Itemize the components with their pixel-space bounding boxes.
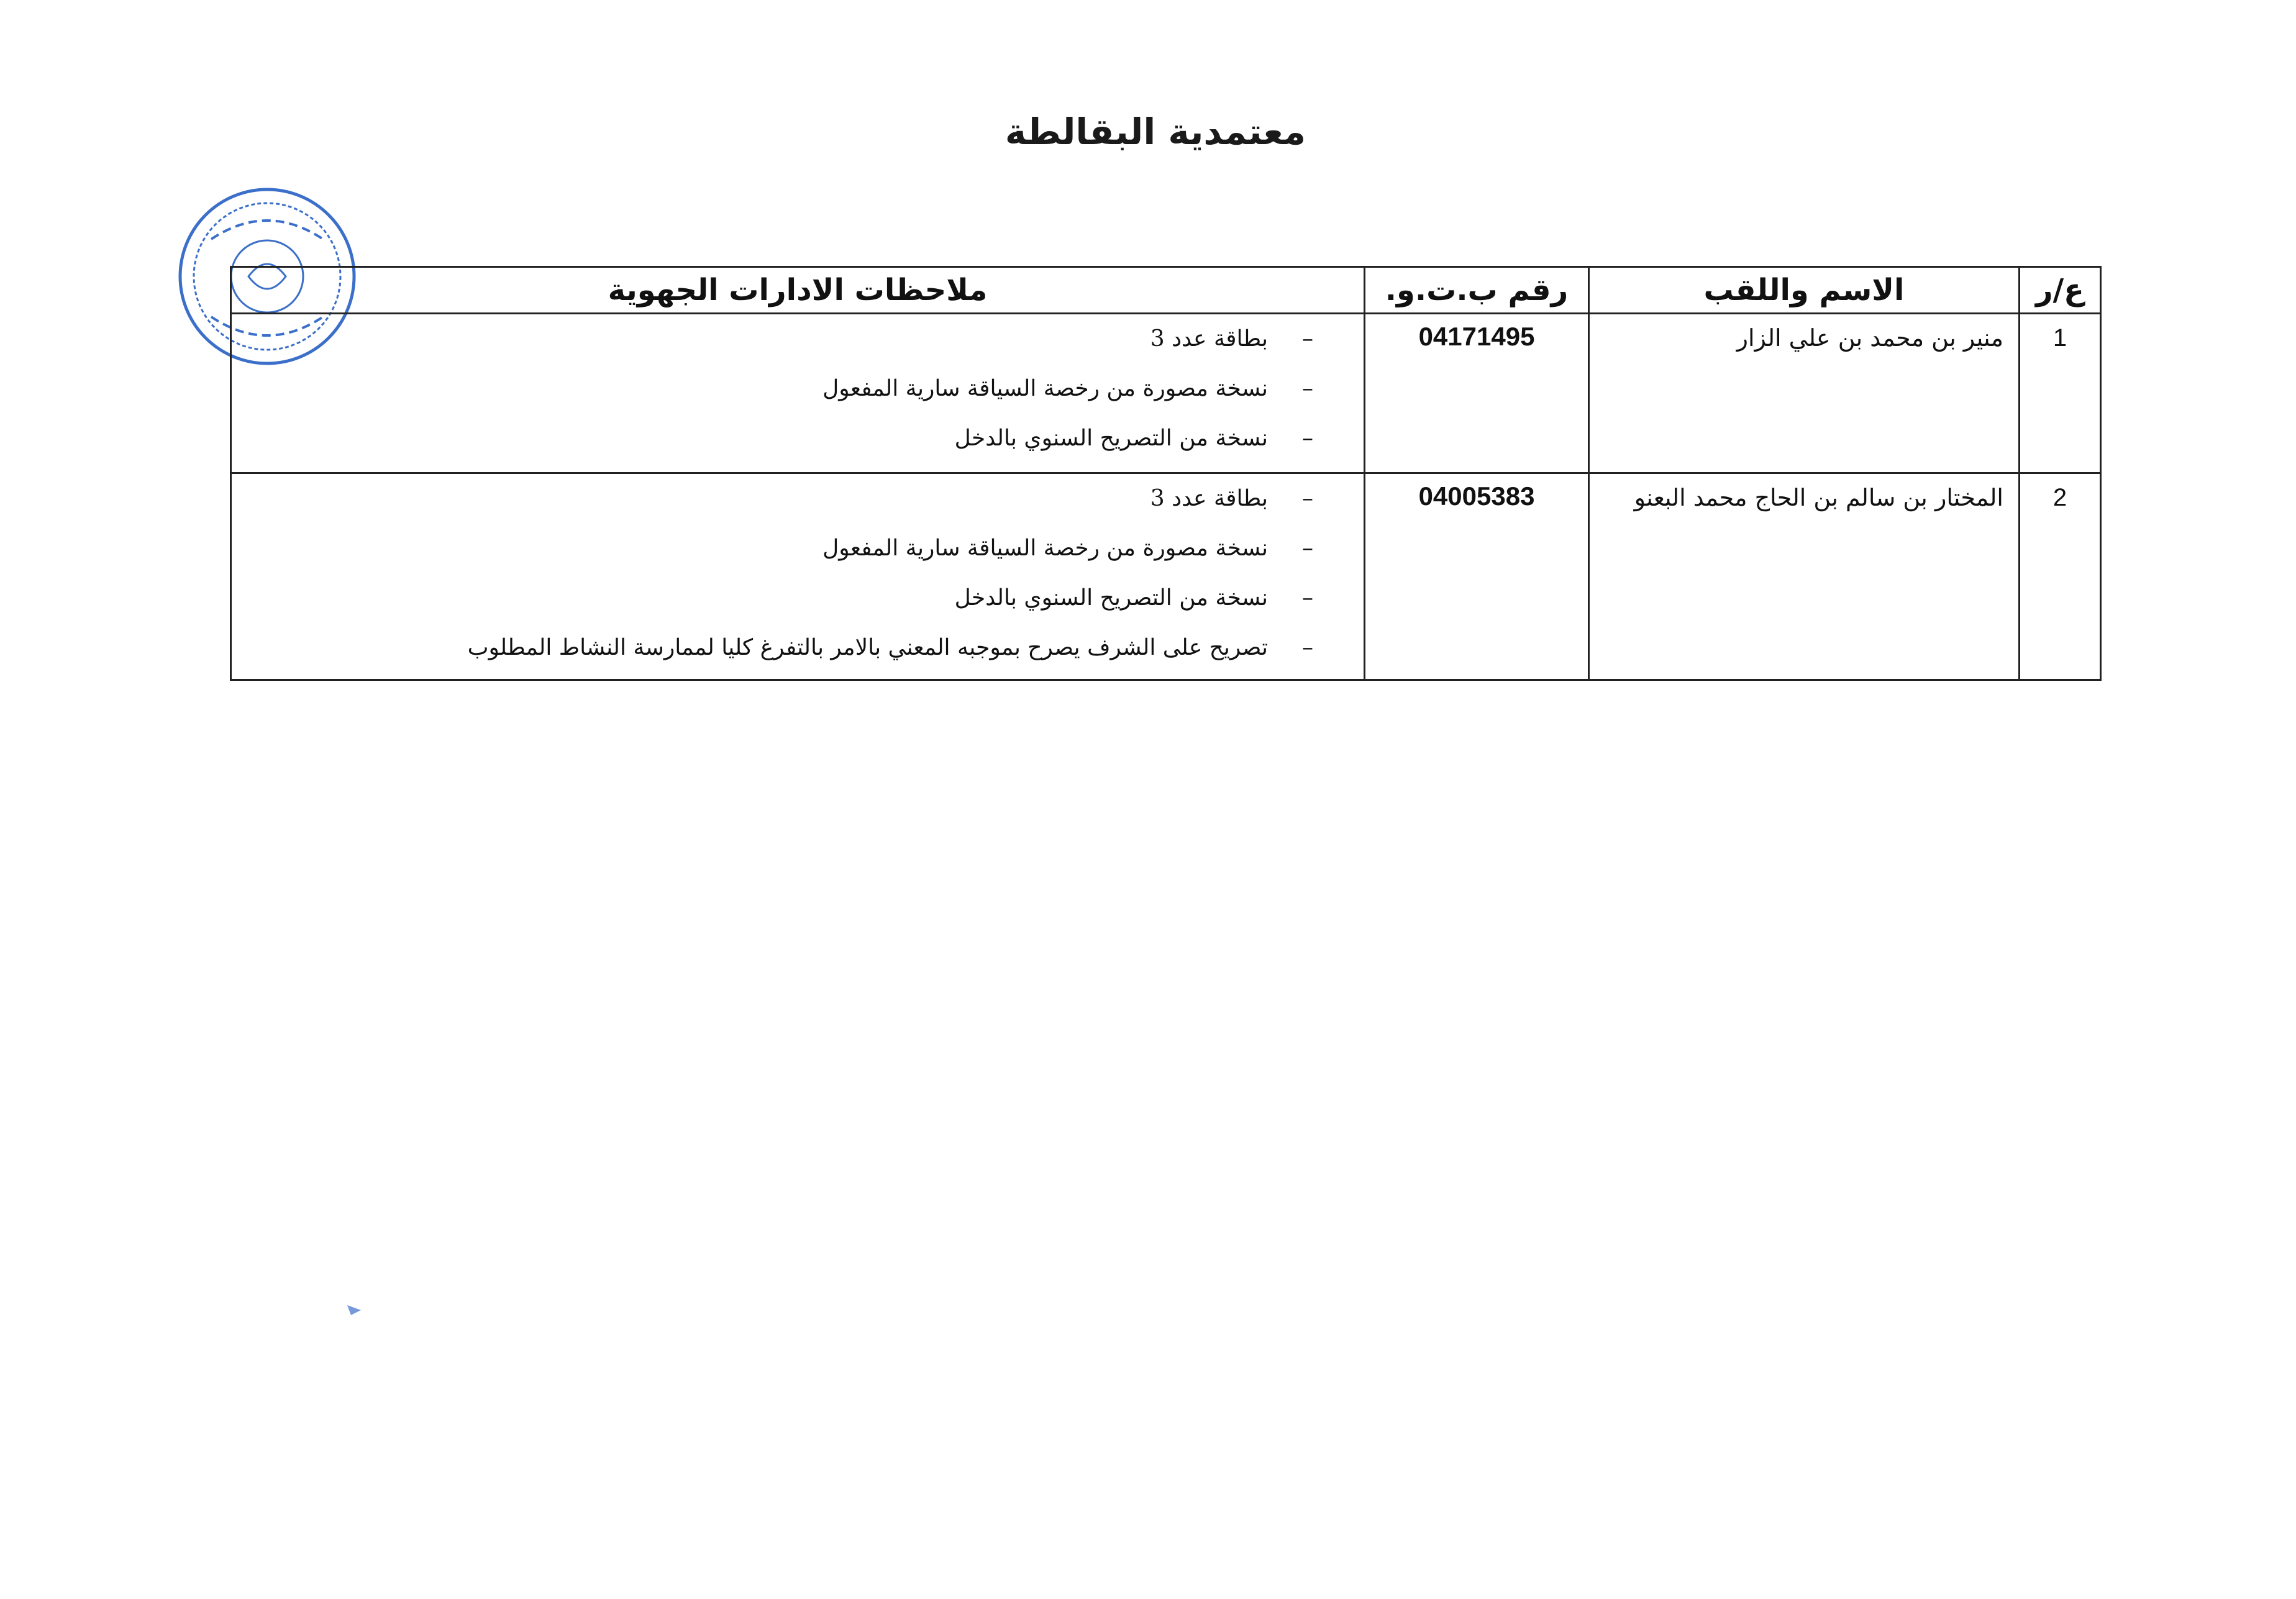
id-card-number: 04005383 xyxy=(1365,473,1589,680)
applicant-name: منير بن محمد بن علي الزار xyxy=(1589,314,2020,473)
table-row xyxy=(231,314,2101,473)
note-text: نسخة من التصريح السنوي بالدخل xyxy=(954,426,1268,451)
note-item xyxy=(232,629,1326,679)
table-header-row xyxy=(231,267,2101,314)
scan-mark-icon xyxy=(345,1301,363,1332)
row-number: 1 xyxy=(2020,314,2101,473)
regional-notes xyxy=(231,473,1365,680)
note-text: بطاقة عدد 3 xyxy=(1150,326,1268,352)
dash-marker: – xyxy=(1302,486,1313,511)
regional-notes xyxy=(231,314,1365,473)
header-name: الاسم واللقب xyxy=(1589,267,2020,314)
dash-marker: – xyxy=(1302,426,1313,451)
note-item xyxy=(232,530,1326,580)
applicant-name: المختار بن سالم بن الحاج محمد البعنو xyxy=(1589,473,2020,680)
dash-marker: – xyxy=(1302,326,1313,352)
applicants-table xyxy=(230,266,2102,681)
dash-marker: – xyxy=(1302,376,1313,401)
note-item xyxy=(232,480,1326,530)
note-text: نسخة من التصريح السنوي بالدخل xyxy=(954,585,1268,611)
note-item xyxy=(232,321,1326,370)
page-title: معتمدية البقالطة xyxy=(1004,111,1306,153)
note-text: نسخة مصورة من رخصة السياقة سارية المفعول xyxy=(822,535,1268,561)
note-item xyxy=(232,580,1326,629)
id-card-number: 04171495 xyxy=(1365,314,1589,473)
row-number: 2 xyxy=(2020,473,2101,680)
dash-marker: – xyxy=(1302,535,1313,561)
table-row xyxy=(231,473,2101,680)
note-item xyxy=(232,420,1326,470)
note-text: تصريح على الشرف يصرح بموجبه المعني بالامر بالتفرغ كليا لممارسة النشاط المطلوب xyxy=(467,635,1268,660)
header-num: ع/ر xyxy=(2020,267,2101,314)
header-cin: رقم ب.ت.و. xyxy=(1365,267,1589,314)
note-text: بطاقة عدد 3 xyxy=(1150,486,1268,511)
note-text: نسخة مصورة من رخصة السياقة سارية المفعول xyxy=(822,376,1268,401)
header-notes: ملاحظات الادارات الجهوية xyxy=(231,267,1365,314)
dash-marker: – xyxy=(1302,585,1313,611)
dash-marker: – xyxy=(1302,635,1313,660)
note-item xyxy=(232,370,1326,420)
